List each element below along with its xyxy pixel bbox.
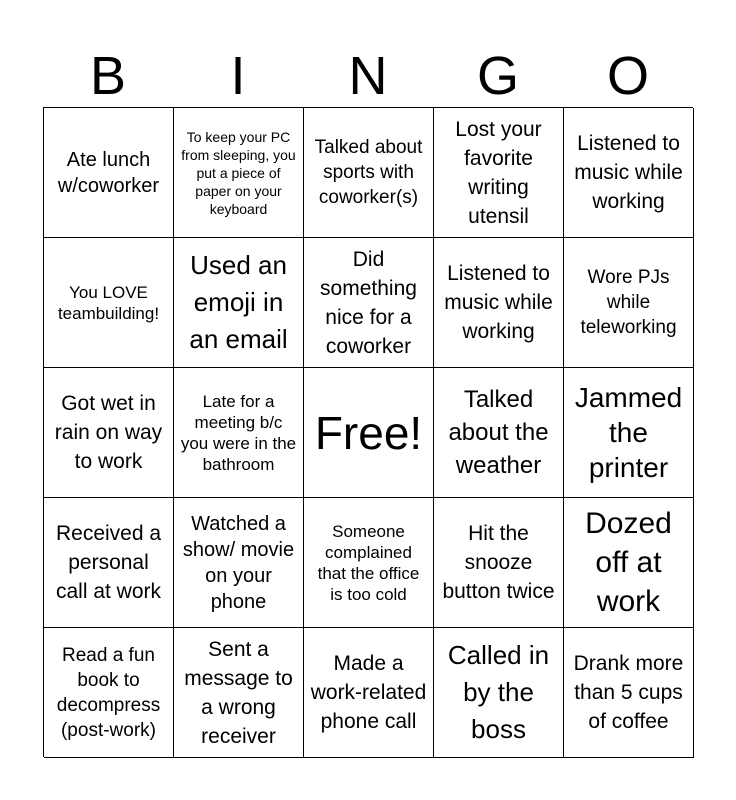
bingo-cell[interactable] — [174, 108, 304, 238]
cell-text: Ate lunch w/coworker — [57, 148, 160, 197]
bingo-cell[interactable] — [434, 108, 564, 238]
bingo-header — [43, 46, 693, 106]
cell-text: To keep your PC from sleeping, you put a piece of paper on your keyboard — [181, 128, 296, 217]
header-letter-b: B — [89, 46, 127, 106]
bingo-cell[interactable] — [564, 498, 694, 628]
bingo-cell[interactable] — [174, 498, 304, 628]
bingo-cell[interactable] — [434, 238, 564, 368]
cell-text: Late for a meeting b/c you were in the bathroom — [180, 391, 297, 474]
cell-text: Sent a message to a wrong receiver — [184, 637, 293, 748]
header-letter-i: I — [230, 46, 246, 106]
bingo-cell[interactable] — [434, 498, 564, 628]
cell-text: Watched a show/ movie on your phone — [182, 512, 295, 613]
bingo-cell[interactable] — [434, 628, 564, 758]
bingo-cell[interactable] — [304, 238, 434, 368]
header-letter-o: O — [606, 46, 649, 106]
bingo-cell[interactable] — [304, 628, 434, 758]
cell-text: Someone complained that the office is too cold — [317, 521, 420, 604]
cell-text: Used an emoji in an email — [189, 250, 288, 354]
bingo-cell[interactable] — [44, 498, 174, 628]
bingo-cell[interactable] — [304, 108, 434, 238]
bingo-cell[interactable] — [174, 628, 304, 758]
cell-text: Jammed the printer — [574, 382, 683, 483]
bingo-cell[interactable] — [174, 238, 304, 368]
bingo-cell[interactable] — [174, 368, 304, 498]
bingo-cell[interactable] — [44, 628, 174, 758]
cell-text: Received a personal call at work — [55, 522, 162, 603]
cell-text: Free! — [314, 406, 423, 459]
bingo-cell[interactable] — [564, 108, 694, 238]
cell-text: Got wet in rain on way to work — [54, 392, 163, 473]
bingo-cell[interactable] — [44, 368, 174, 498]
bingo-cell[interactable] — [304, 498, 434, 628]
cell-text: Wore PJs while teleworking — [580, 267, 677, 338]
bingo-board — [43, 107, 693, 757]
cell-text: Drank more than 5 cups of coffee — [573, 652, 684, 733]
bingo-cell[interactable] — [564, 368, 694, 498]
cell-text: Lost your favorite writing utensil — [455, 117, 542, 228]
bingo-cell[interactable] — [44, 108, 174, 238]
cell-text: Dozed off at work — [585, 507, 672, 618]
cell-text: Made a work-related phone call — [310, 652, 427, 733]
cell-text: Listened to music while working — [444, 262, 553, 343]
header-letter-n: N — [348, 46, 388, 106]
free-space[interactable] — [304, 368, 434, 498]
cell-text: Talked about the weather — [448, 386, 549, 479]
cell-text: Called in by the boss — [447, 640, 550, 744]
cell-text: Listened to music while working — [574, 132, 683, 213]
cell-text: Read a fun book to decompress (post-work) — [56, 644, 161, 741]
header-letter-g: G — [476, 46, 519, 106]
bingo-cell[interactable] — [434, 368, 564, 498]
cell-text: You LOVE teambuilding! — [57, 282, 160, 323]
cell-text: Hit the snooze button twice — [442, 522, 555, 603]
bingo-cell[interactable] — [564, 238, 694, 368]
cell-text: Talked about sports with coworker(s) — [314, 137, 423, 208]
bingo-cell[interactable] — [44, 238, 174, 368]
cell-text: Did something nice for a coworker — [320, 247, 417, 358]
bingo-cell[interactable] — [564, 628, 694, 758]
